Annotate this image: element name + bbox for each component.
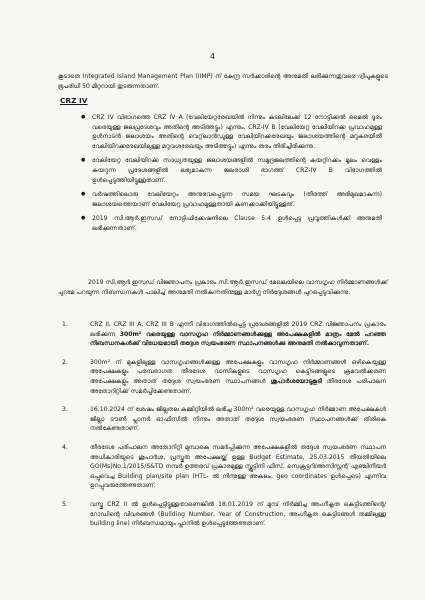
item-text: CRZ II, CRZ III A, CRZ III B എന്നീ വിഭാഗത്തിൽപ്പെട്ട പ്രദേശങ്ങളിൽ 2019 CRZ വിജ്ഞാപനം പ്രകാരം ലഭിക്കുന്ന bbox=[90, 321, 386, 338]
list-item bbox=[62, 358, 386, 396]
bullet-item: ● CRZ IV വിഭാഗത്തെ CRZ IV A (വേലിയേറ്റരേഖയിൽ നിന്നും കടലിലേക്ക് 12 നോട്ടിക്കൽ മൈൽ ദൂരം വരെയുള്ള ജലപ്രദേശവും അതിന്റെ അടിത്തട്ടും) എന്നും, CRZ-IV B (വേലിയേറ്റ വേലിയിറക്ക പ്രവാഹമുള്ള ഉൾനാടൻ ജലാശയം അതിന്റെ വെറ്റ്‌ലാൻഡുള്ള വേലിയിറക്കരേഖയും ജലാശയത്തിന്റെ മറുകരയിൽ വേലിയിറക്കരേഖയിലുള്ള മറുവശരേഖയും അടിത്തട്ടും) എന്നും തരം തിരിച്ചിരിക്കുന്നു. bbox=[82, 113, 382, 151]
item-number: 2. bbox=[62, 358, 68, 366]
section-heading: CRZ IV bbox=[60, 96, 88, 105]
item-text-bold: ശുപാർശയോടുകൂടി bbox=[270, 377, 322, 385]
bullet-item: ● വർഷത്തിലൊരു വേലിയേറ്റം അനുഭവപ്പെടുന്ന സമയ ഘടകവും (തീരത്ത് അഭിമുഖമാകുന്ന) ജലാശയത്തെയാണ് വേലിയേറ്റ പ്രവാഹമുള്ളതായി കണക്കാക്കിയിട്ടുള്ളത്. bbox=[82, 190, 382, 209]
item-text-bold: 300m² വരെയുള്ള വാസഗൃഹ നിർമ്മാണങ്ങൾക്കുള്ള അപേക്ഷകളിൽ മാത്രം മേൽ പറഞ്ഞ നിബന്ധനകൾക്ക് വിധേയമായി തദ്ദേശ സ്വയംഭരണ സ്ഥാപനങ്ങൾക്കു അനുമതി നൽകാവുന്നതാണ്. bbox=[90, 330, 386, 348]
bullet-item: ● 2019 സി.ആർ.ഇസഡ് നോട്ടിഫിക്കേഷനിലെ Clause 5.4 ഉൾപ്പെട്ട പ്രവൃത്തികൾക്ക് അനുമതി ലഭിക്കുന്നതാണ്. bbox=[82, 214, 382, 233]
notification-paragraph: 2019 സി.ആർ.ഇസഡ് വിജ്ഞാപനം പ്രകാരം സി.ആർ.ഇസഡ് മേഖലയിലെ വാസഗൃഹ നിർമ്മാണങ്ങൾക്ക് പുറമേ പറയുന്ന നിബന്ധനകൾ പാലിച്ച് അനുമതി നൽകുന്നതിനുള്ള മാർഗ്ഗ നിർദ്ദേശങ്ങൾ പുറപ്പെടുവിക്കുന്നു. bbox=[58, 279, 388, 296]
numbered-list bbox=[62, 320, 386, 538]
bullet-list bbox=[82, 113, 382, 239]
page-number: 4 bbox=[209, 52, 216, 61]
item-text: 16.10.2024 ന് ശേഷം ജില്ലതല കമ്മിറ്റിയിൽ ലഭിച്ച 300m² വരെയുള്ള വാസഗൃഹ നിർമ്മാണ അപേക്ഷകൾ ജില്ലാ ടൗൺ പ്ലാനർ ഓഫീസിൽ നിന്നും അതാത് തദ്ദേശ സ്വയംഭരണ സ്ഥാപനങ്ങൾക്ക് തിരികെ നൽകേണ്ടതാണ്. bbox=[90, 406, 386, 433]
list-item bbox=[62, 443, 386, 491]
item-number: 5. bbox=[62, 500, 68, 508]
list-item bbox=[62, 320, 386, 349]
item-text: തീരദേശ പരിപാലന അതോറിറ്റി മുമ്പാകെ സമർപ്പിക്കുന്ന അപേക്ഷകളിൽ തദ്ദേശ സ്വയംഭരണ സ്ഥാപന അധികാരിയുടെ ശുപാർശ, പ്രസ്തുത അപേക്ഷയ്ക്ക് ഉള്ള Budget Estimate, 25.03.2015 തീയതിയിലെ GO(Ms)No.1/2015/S&TD നമ്പർ ഉത്തരവ് പ്രകാരമുള്ള സ്ക്രൂട്ടിനി ഫീസ്, സെക്രട്ടറി/അസിസ്റ്റന്റ് എഞ്ചിനീയർ ഒപ്പുവെച്ച Building plan/site plan (HTL- ൽ നിന്നുള്ള അകലം, geo coordinates ഉൾപ്പെടെ) എന്നിവ ഉറപ്പുവരുത്തേണ്ടതാണ്. bbox=[90, 443, 386, 490]
bullet-item: ● വേലിയേറ്റ വേലിയിറക്ക സാധ്യതയുള്ള ജലാശയങ്ങളിൽ സമുദ്രജലത്തിന്റെ കയറ്റിറക്കം മൂലം വെള്ളം കയറുന്ന പ്രദേശങ്ങളിൽ ലഭ്യമാകുന്ന ജലരാശി ഭാഗത്ത് CRZ-IV B വിഭാഗത്തിൽ ഉൾപ്പെടുത്തിയിട്ടുള്ളതാണ്. bbox=[82, 156, 382, 185]
list-item bbox=[62, 405, 386, 434]
intro-paragraph: കൂടാതെ Integrated Island Management Plan (IIMP) ന് കേന്ദ്ര സർക്കാരിന്റെ അനുമതി ലഭിക്കുന്നതുവരെ ദ്വീപുകളുടെ ഭൂപരിധി 50 മീറ്ററായി തുടരുന്നതാണ്. bbox=[58, 73, 388, 90]
item-number: 4. bbox=[62, 443, 68, 451]
item-text: 300m² ന് മുകളിലുള്ള വാസഗൃഹങ്ങൾക്കുള്ള അപേക്ഷകളും വാസഗൃഹ നിർമ്മാണങ്ങൾ ഒഴികെയുള്ള അപേക്ഷകളും പരമ്പരാഗത തീരദേശ വാസികളുടെ വാസഗൃഹ കെട്ടിടങ്ങളുടെ ക്രമവൽക്കരണ അപേക്ഷകളും അതാത് തദ്ദേശ സ്വയംഭരണ സ്ഥാപനങ്ങൾ bbox=[90, 358, 386, 385]
item-number: 3. bbox=[62, 406, 68, 414]
list-item bbox=[62, 500, 386, 529]
item-number: 1. bbox=[62, 321, 68, 328]
item-text: വസ്തു CRZ II ൽ ഉൾപ്പെട്ടിട്ടുള്ളതാണെങ്കിൽ 18.01.2019 ന് മുമ്പ് നിർമ്മിച്ച അംഗീകൃത കെട്ടിടത്തിന്റെ/റോഡിന്റെ വിവരങ്ങൾ (Building Number, Year of Construction, അംഗീകൃത കെട്ടിടങ്ങൾ തമ്മിലുള്ള building line) നിർബന്ധമായും പ്ലാനിൽ ഉൾപ്പെടുത്തേണ്ടതാണ്. bbox=[90, 500, 386, 528]
item-text: തീരദേശ പരിപാലന അതോറിറ്റിക്ക് സമർപ്പിക്കേണ്ടതാണ്. bbox=[90, 377, 386, 395]
